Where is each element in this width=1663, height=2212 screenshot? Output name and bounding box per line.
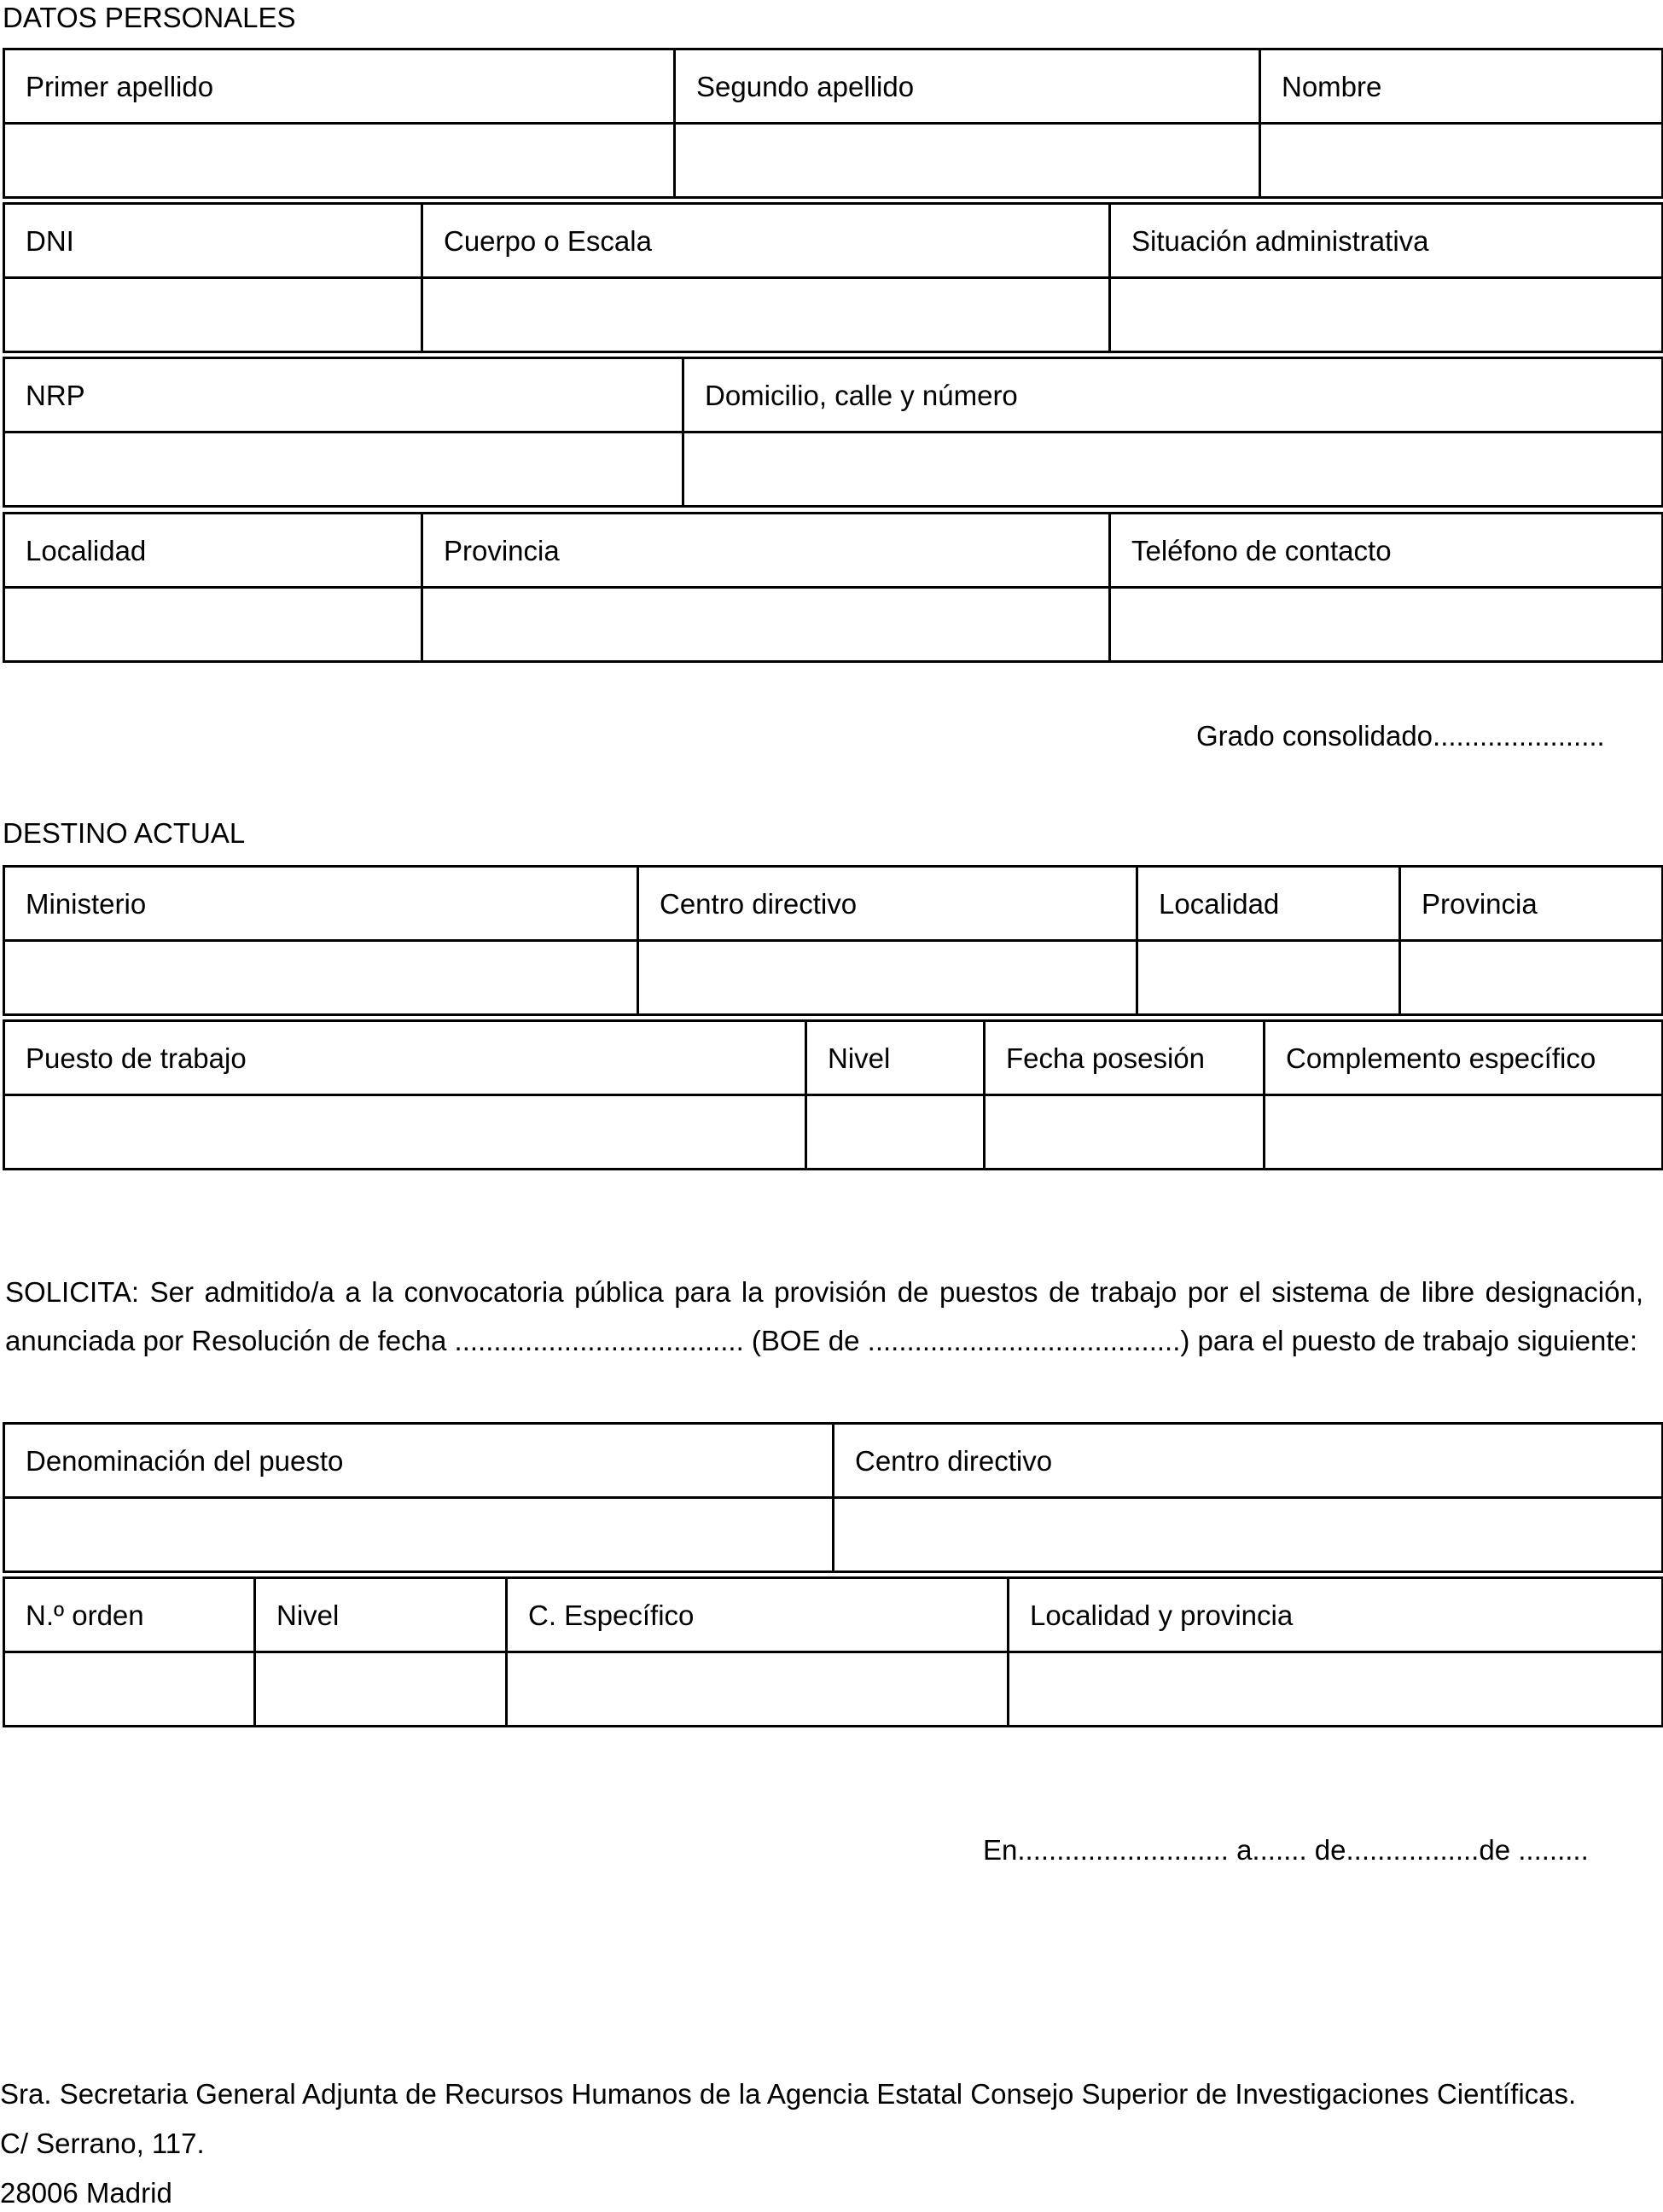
label-telefono-contacto: Teléfono de contacto	[1110, 514, 1663, 588]
field-telefono-contacto[interactable]	[1110, 588, 1663, 662]
field-nrp[interactable]	[4, 433, 683, 507]
label-nrp: NRP	[4, 358, 683, 433]
section-heading-destino: DESTINO ACTUAL	[3, 817, 246, 849]
field-puesto-centro-directivo[interactable]	[834, 1498, 1663, 1572]
label-destino-localidad: Localidad	[1137, 867, 1400, 941]
field-puesto-nivel[interactable]	[255, 1652, 507, 1727]
field-centro-directivo[interactable]	[638, 941, 1137, 1015]
field-cuerpo-escala[interactable]	[422, 278, 1110, 352]
address-street: C/ Serrano, 117.	[0, 2128, 205, 2159]
label-dni: DNI	[4, 204, 422, 278]
field-dni[interactable]	[4, 278, 422, 352]
personal-data-table-4	[3, 512, 1663, 663]
label-numero-orden: N.º orden	[4, 1578, 255, 1652]
field-provincia[interactable]	[422, 588, 1110, 662]
puesto-solicitado-table-1	[3, 1422, 1663, 1573]
label-domicilio: Domicilio, calle y número	[683, 358, 1663, 433]
label-localidad: Localidad	[4, 514, 422, 588]
field-ministerio[interactable]	[4, 941, 638, 1015]
field-domicilio[interactable]	[683, 433, 1663, 507]
field-complemento-especifico[interactable]	[1265, 1095, 1663, 1170]
label-denominacion-puesto: Denominación del puesto	[4, 1424, 834, 1498]
label-puesto-trabajo: Puesto de trabajo	[4, 1021, 806, 1095]
label-nombre: Nombre	[1260, 49, 1663, 124]
label-c-especifico: C. Específico	[507, 1578, 1009, 1652]
label-puesto-centro-directivo: Centro directivo	[834, 1424, 1663, 1498]
personal-data-table-2	[3, 202, 1663, 353]
grado-consolidado-line: Grado consolidado......................	[1196, 720, 1605, 752]
label-provincia: Provincia	[422, 514, 1110, 588]
solicita-paragraph: SOLICITA: Ser admitido/a a la convocatoria pública para la provisión de puestos de trabajo por el sistema de libre designación, anunciada por Resolución de fecha ..................................... (BOE de ........................................) para el puesto de trabajo siguiente:	[5, 1276, 1643, 1356]
section-heading-personal: DATOS PERSONALES	[3, 2, 296, 33]
personal-data-table-1	[3, 48, 1663, 199]
field-puesto-trabajo[interactable]	[4, 1095, 806, 1170]
personal-data-table-3	[3, 357, 1663, 508]
field-numero-orden[interactable]	[4, 1652, 255, 1727]
label-complemento-especifico: Complemento específico	[1265, 1021, 1663, 1095]
label-ministerio: Ministerio	[4, 867, 638, 941]
label-puesto-nivel: Nivel	[255, 1578, 507, 1652]
field-situacion-administrativa[interactable]	[1110, 278, 1663, 352]
label-localidad-provincia: Localidad y provincia	[1009, 1578, 1663, 1652]
destino-table-1	[3, 865, 1663, 1016]
label-cuerpo-escala: Cuerpo o Escala	[422, 204, 1110, 278]
label-segundo-apellido: Segundo apellido	[675, 49, 1260, 124]
label-nivel: Nivel	[806, 1021, 985, 1095]
address-recipient: Sra. Secretaria General Adjunta de Recursos Humanos de la Agencia Estatal Consejo Superior de Investigaciones Científicas.	[0, 2078, 1577, 2110]
field-c-especifico[interactable]	[507, 1652, 1009, 1727]
field-fecha-posesion[interactable]	[985, 1095, 1265, 1170]
date-place-line: En........................... a....... de.................de .........	[983, 1834, 1589, 1866]
field-localidad[interactable]	[4, 588, 422, 662]
field-localidad-provincia[interactable]	[1009, 1652, 1663, 1727]
field-destino-provincia[interactable]	[1400, 941, 1663, 1015]
address-city: 28006 Madrid	[0, 2177, 172, 2209]
field-primer-apellido[interactable]	[4, 124, 675, 198]
destino-table-2	[3, 1019, 1663, 1170]
field-nombre[interactable]	[1260, 124, 1663, 198]
label-centro-directivo: Centro directivo	[638, 867, 1137, 941]
label-fecha-posesion: Fecha posesión	[985, 1021, 1265, 1095]
label-destino-provincia: Provincia	[1400, 867, 1663, 941]
label-situacion-administrativa: Situación administrativa	[1110, 204, 1663, 278]
field-nivel[interactable]	[806, 1095, 985, 1170]
field-segundo-apellido[interactable]	[675, 124, 1260, 198]
label-primer-apellido: Primer apellido	[4, 49, 675, 124]
field-destino-localidad[interactable]	[1137, 941, 1400, 1015]
field-denominacion-puesto[interactable]	[4, 1498, 834, 1572]
puesto-solicitado-table-2	[3, 1576, 1663, 1727]
